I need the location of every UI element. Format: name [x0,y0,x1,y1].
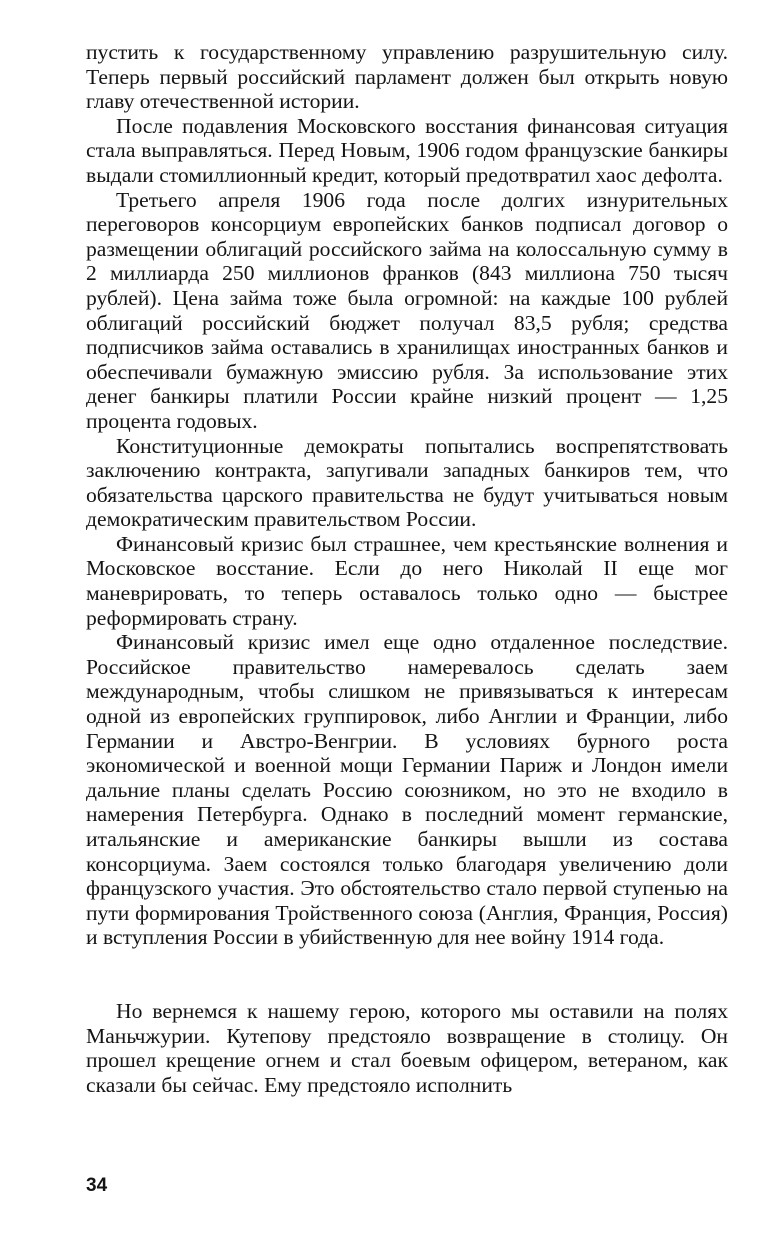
body-text [86,40,728,1097]
paragraph-new-section: Но вернемся к нашему герою, которого мы оставили на полях Маньчжурии. Кутепову предстояло возвращение в столицу. Он прошел крещение огнем и стал боевым офицером, ветераном, как сказали бы сейчас. Ему предстояло исполнить [86,998,728,1097]
paragraph-continuation: пустить к государственному управлению разрушительную силу. Теперь первый российский парламент должен был открыть новую главу отечественной истории. [86,40,728,114]
paragraph: Финансовый кризис был страшнее, чем крестьянские волнения и Московское восстание. Если до него Николай II еще мог маневрировать, то теперь оставалось только одно — быстрее реформировать страну. [86,531,728,630]
paragraph: После подавления Московского восстания финансовая ситуация стала выправляться. Перед Новым, 1906 годом французские банкиры выдали стомиллионный кредит, который предотвратил хаос дефолта. [86,113,728,187]
paragraph: Конституционные демократы попытались воспрепятствовать заключению контракта, запугивали западных банкиров тем, что обязательства царского правительства не будут учитываться новым демократическим правительством России. [86,433,728,532]
paragraph: Третьего апреля 1906 года после долгих изнурительных переговоров консорциум европейских банков подписал договор о размещении облигаций российского займа на колоссальную сумму в 2 миллиарда 250 миллионов франков (843 миллиона 750 тысяч рублей). Цена займа тоже была огромной: на каждые 100 рублей облигаций российский бюджет получал 83,5 рубля; средства подписчиков займа оставались в хранилищах иностранных банков и обеспечивали бумажную эмиссию рубля. За использование этих денег банкиры платили России крайне низкий процент — 1,25 процента годовых. [86,187,728,433]
page-number: 34 [86,1175,108,1196]
paragraph: Финансовый кризис имел еще одно отдаленное последствие. Российское правительство намеревалось сделать заем международным, чтобы слишком не привязываться к интересам одной из европейских группировок, либо Англии и Франции, либо Германии и Австро-Венгрии. В условиях бурного роста экономической и военной мощи Германии Париж и Лондон имели дальние планы сделать Россию союзником, но это не входило в намерения Петербурга. Однако в последний момент германские, итальянские и американские банкиры вышли из состава консорциума. Заем состоялся только благодаря увеличению доли французского участия. Это обстоятельство стало первой ступенью на пути формирования Тройственного союза (Англия, Франция, Россия) и вступления России в убийственную для нее войну 1914 года. [86,630,728,950]
